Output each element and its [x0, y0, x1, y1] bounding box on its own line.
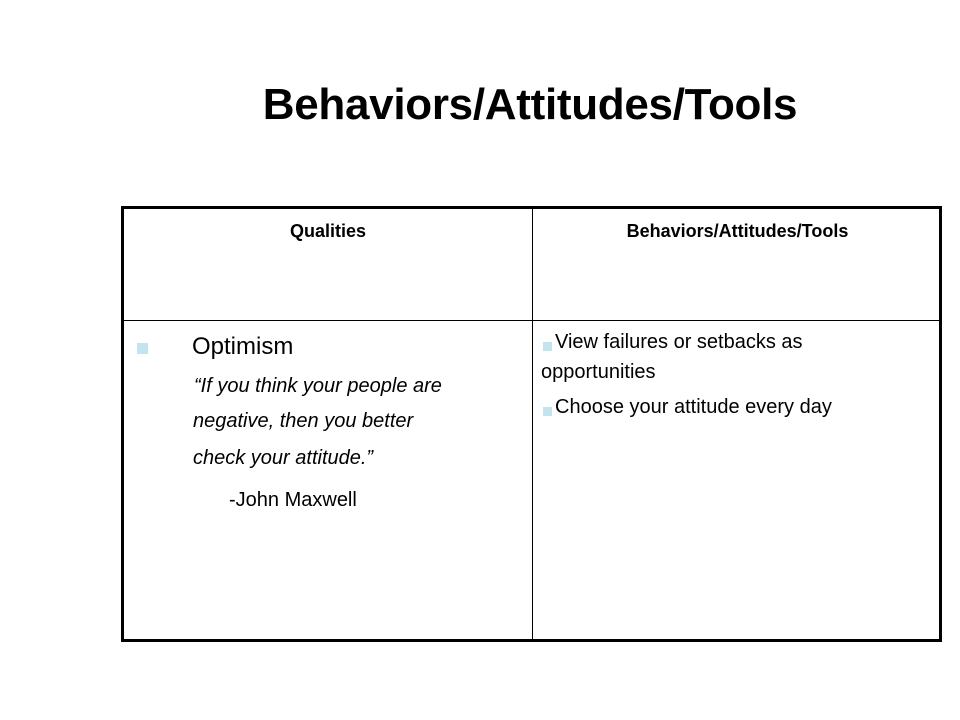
header-qualities: Qualities [289, 221, 367, 241]
qualities-cell [124, 321, 532, 639]
title-area [0, 0, 960, 160]
header-behaviors: Behaviors/Attitudes/Tools [626, 221, 849, 241]
quality-name: Optimism [192, 333, 294, 360]
square-bullet-icon [543, 407, 552, 416]
slide-title: Behaviors/Attitudes/Tools [262, 80, 798, 129]
behavior-item-line: View failures or setbacks as [555, 331, 803, 353]
behavior-item-line: opportunities [541, 361, 656, 383]
quote-author: -John Maxwell [229, 489, 357, 511]
qualities-table [121, 206, 942, 642]
quote-line: check your attitude.” [193, 447, 374, 469]
behaviors-cell [533, 321, 942, 639]
quote-line: “If you think your people are [194, 375, 442, 397]
square-bullet-icon [137, 343, 148, 354]
quote-line: negative, then you better [193, 410, 414, 432]
square-bullet-icon [543, 342, 552, 351]
behavior-item: Choose your attitude every day [555, 396, 832, 418]
